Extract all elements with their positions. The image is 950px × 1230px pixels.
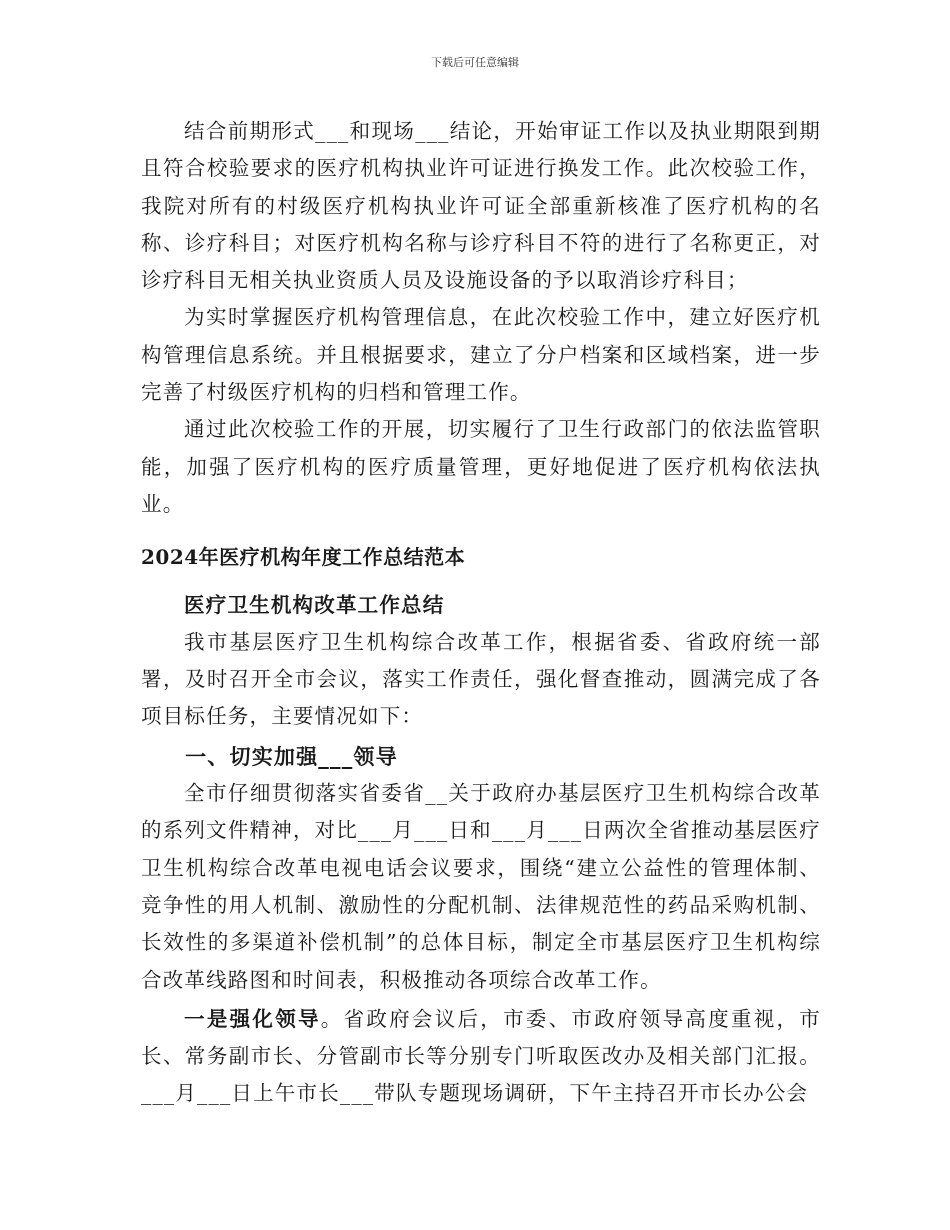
document-title: 2024年医疗机构年度工作总结范本 xyxy=(141,545,466,570)
page-header: 下载后可任意编辑 xyxy=(431,56,519,69)
paragraph: 结合前期形式___和现场___结论，开始审证工作以及执业期限到期且符合校验要求的医疗机构执业许可证进行换发工作。此次校验工作，我院对所有的村级医疗机构执业许可证全部重新核准了医疗机构的名称、诊疗科目；对医疗机构名称与诊疗科目不符的进行了名称更正，对诊疗科目无相关执业资质人员及设施设备的予以取消诊疗科目； xyxy=(141,119,821,293)
paragraph: 为实时掌握医疗机构管理信息，在此次校验工作中，建立好医疗机构管理信息系统。并且根据要求，建立了分户档案和区域档案，进一步完善了村级医疗机构的归档和管理工作。 xyxy=(141,305,821,405)
paragraph xyxy=(141,1001,821,1113)
section-subtitle: 医疗卫生机构改革工作总结 xyxy=(184,592,445,617)
paragraph: 全市仔细贯彻落实省委省__关于政府办基层医疗卫生机构综合改革的系列文件精神，对比___月___日和___月___日两次全省推动基层医疗卫生机构综合改革电视电话会议要求，围绕“建立公益性的管理体制、竞争性的用人机制、激励性的分配机制、法律规范性的药品采购机制、长效性的多渠道补偿机制”的总体目标，制定全市基层医疗卫生机构综合改革线路图和时间表，积极推动各项综合改革工作。 xyxy=(141,781,821,992)
paragraph: 通过此次校验工作的开展，切实履行了卫生行政部门的依法监管职能，加强了医疗机构的医疗质量管理，更好地促进了医疗机构依法执业。 xyxy=(141,417,821,516)
section-heading: 一、切实加强___领导 xyxy=(185,743,398,769)
paragraph-lead: 一是强化领导 xyxy=(184,1006,321,1031)
document-body xyxy=(141,113,821,1113)
paragraph: 我市基层医疗卫生机构综合改革工作，根据省委、省政府统一部署，及时召开全市会议，落实工作责任，强化督查推动，圆满完成了各项目标任务，主要情况如下： xyxy=(141,629,821,729)
paragraph-body: 。省政府会议后，市委、市政府领导高度重视，市长、常务副市长、分管副市长等分别专门听取医改办及相关部门汇报。___月___日上午市长___带队专题现场调研，下午主持召开市长办公会 xyxy=(141,1006,822,1106)
